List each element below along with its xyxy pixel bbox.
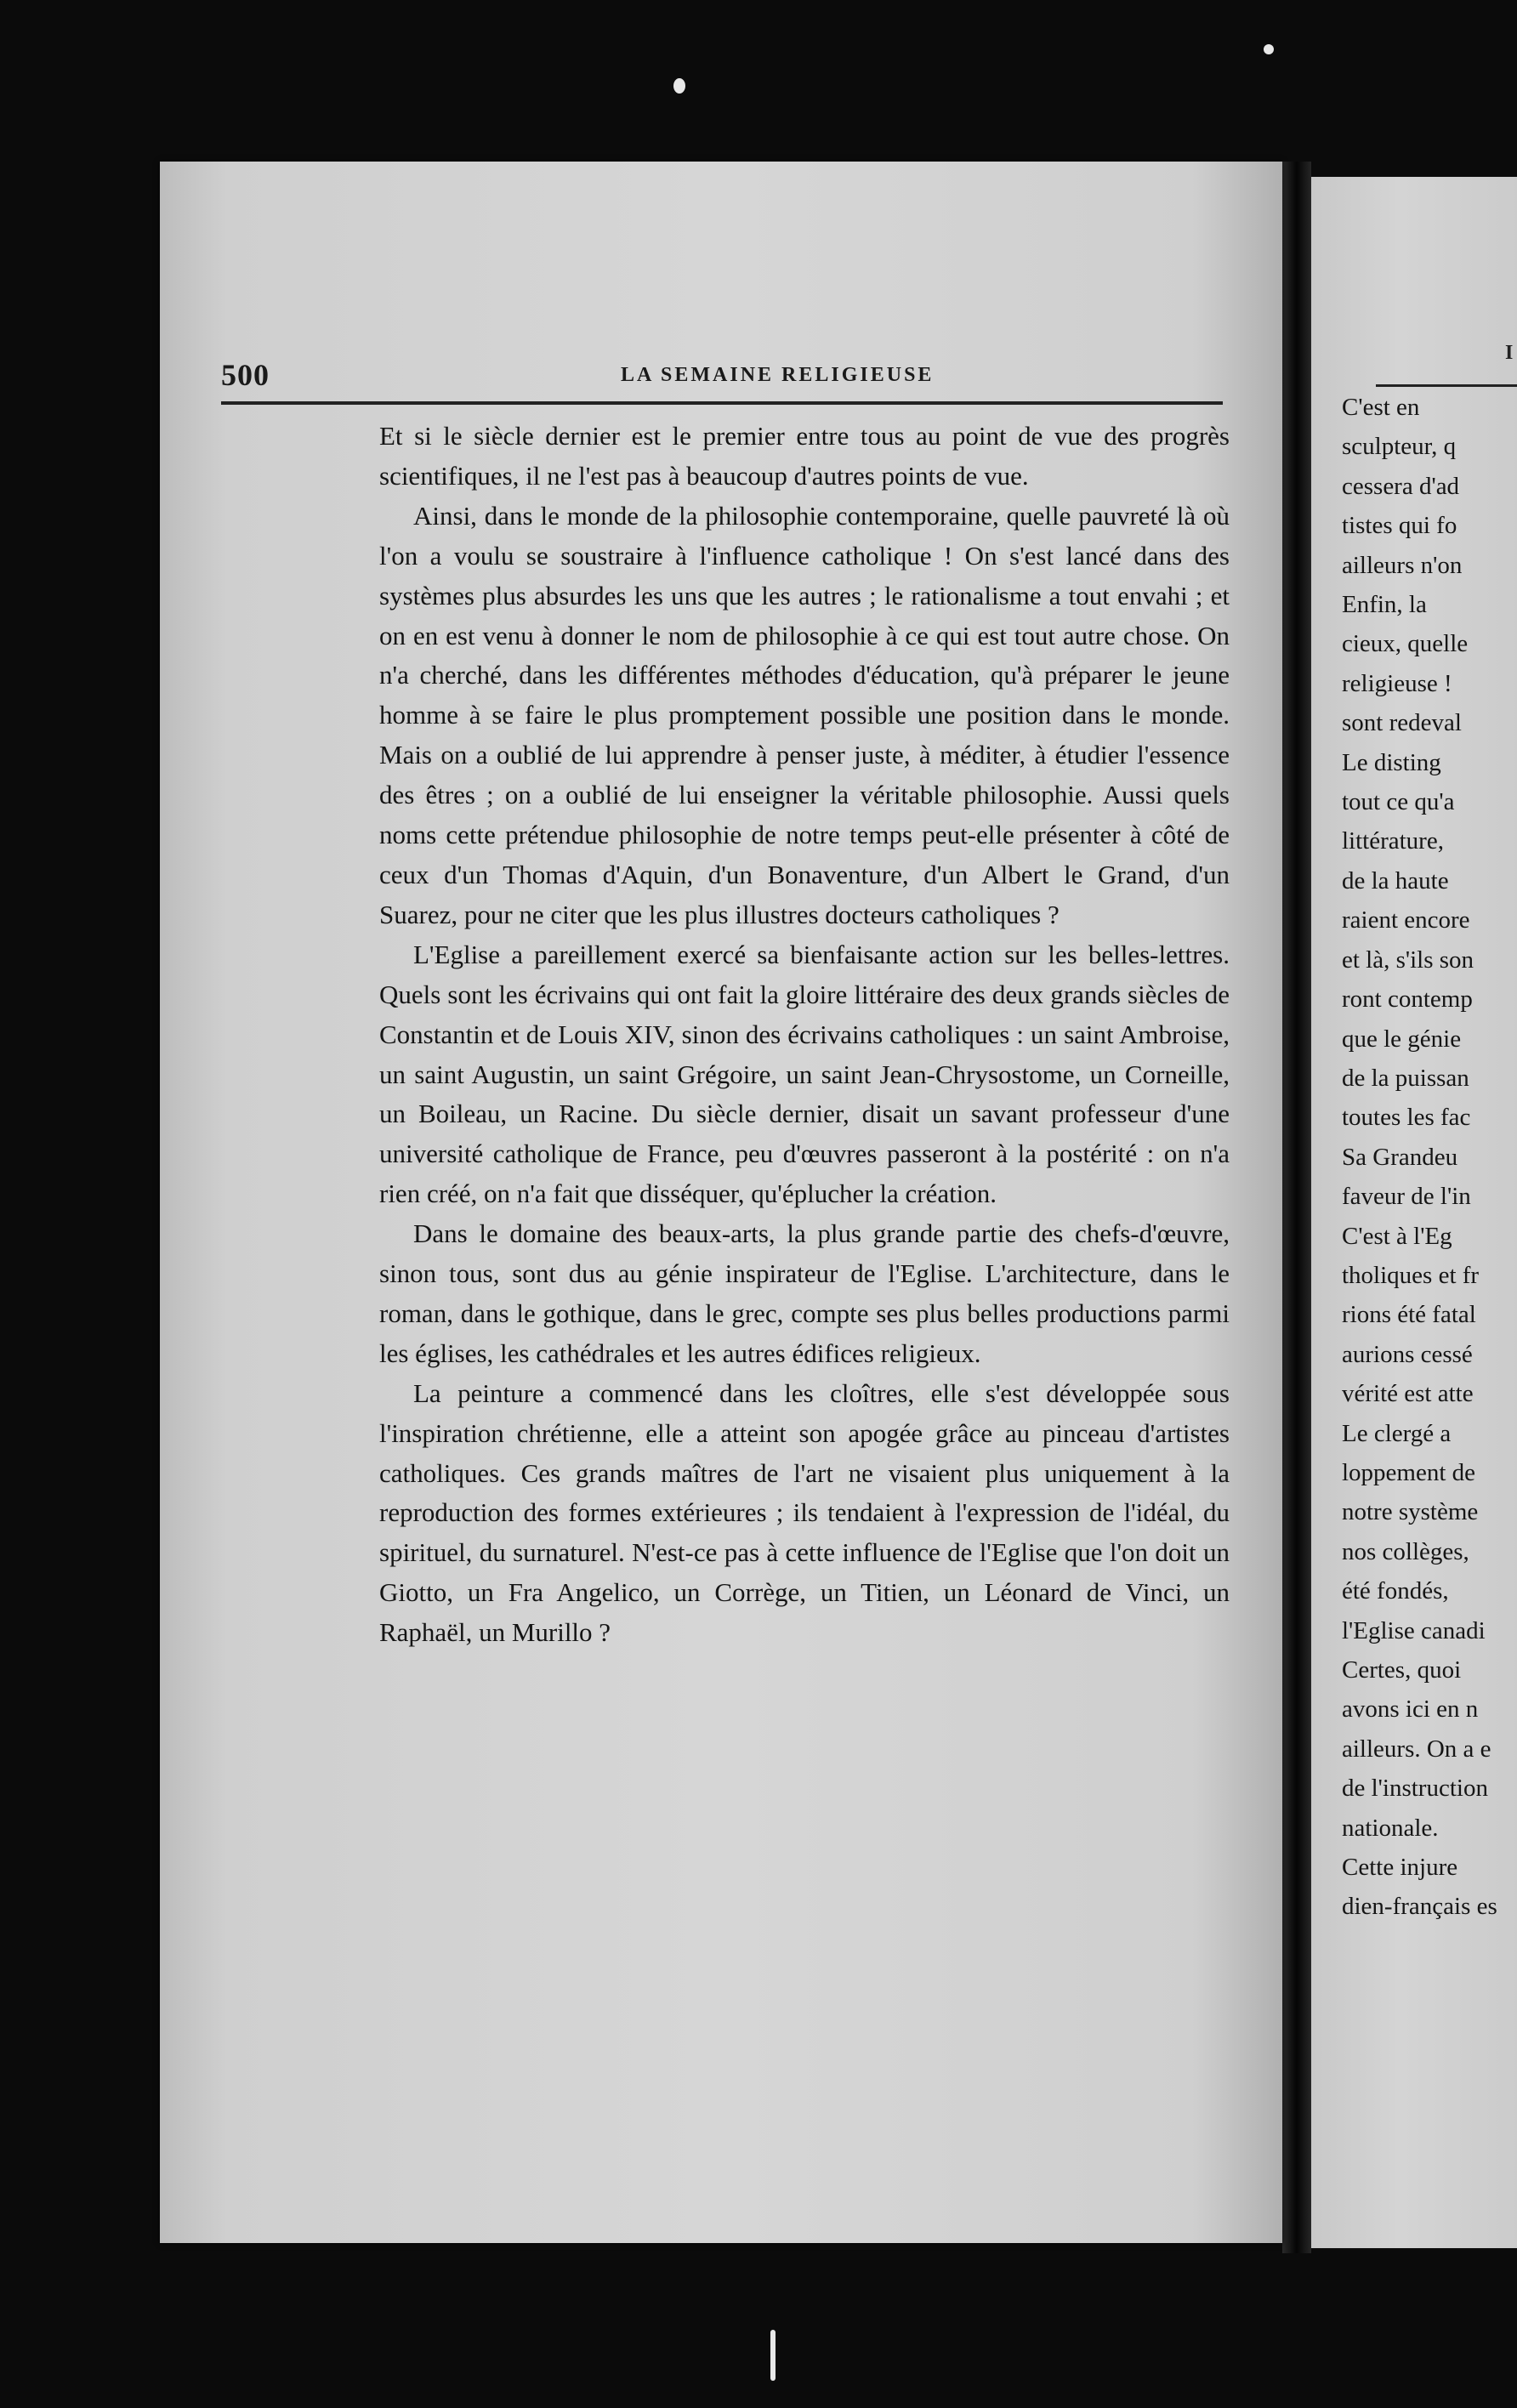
right-page-line: tholiques et fr bbox=[1342, 1261, 1480, 1289]
paragraph-5: La peinture a commencé dans les cloîtres, elle s'est développée sous l'inspiration chrétienne, elle a atteint son apogée grâce au pinceau d'artistes catholiques. Ces grands maîtres de l'art ne visaient plus uniquement à la reproduction des formes extérieures ; ils tendaient à l'expression de l'idéal, du spirituel, du surnaturel. N'est-ce pas à cette influence de l'Eglise que l'on doit un Giotto, un Fra Angelico, un Corrège, un Titien, un Léonard de Vinci, un Raphaël, un Murillo ? bbox=[379, 1377, 1230, 1648]
paragraph-3: L'Eglise a pareillement exercé sa bienfaisante action sur les belles-lettres. Quels sont les écrivains qui ont fait la gloire littéraire des deux grands siècles de Constantin et de Louis XIV, sinon des écrivains catholiques : un saint Ambroise, un saint Augustin, un saint Grégoire, un saint Jean-Chrysostome, un Corneille, un Boileau, un Racine. Du siècle dernier, disait un savant professeur d'une université catholique de France, peu d'œuvres passeront à la postérité : on n'a rien créé, on n'a fait que disséquer, qu'éplucher la création. bbox=[379, 939, 1230, 1209]
journal-title: LA SEMAINE RELIGIEUSE bbox=[621, 364, 935, 386]
right-page-line: notre système bbox=[1342, 1498, 1479, 1526]
right-page-line: religieuse ! bbox=[1342, 669, 1452, 697]
right-page-line: cessera d'ad bbox=[1342, 472, 1460, 500]
right-page-line: loppement de bbox=[1342, 1458, 1476, 1486]
header-rule bbox=[221, 401, 1223, 405]
right-page-header-rule bbox=[1376, 384, 1517, 387]
right-page-line: Enfin, la bbox=[1342, 591, 1427, 619]
right-page-line: Certes, quoi bbox=[1342, 1656, 1462, 1684]
right-page-line: nationale. bbox=[1342, 1814, 1439, 1842]
right-page-line: dien-français es bbox=[1342, 1893, 1497, 1921]
film-speck bbox=[770, 2330, 776, 2381]
right-page-line: rions été fatal bbox=[1342, 1301, 1476, 1329]
right-page-line: tout ce qu'a bbox=[1342, 788, 1455, 816]
right-page-line: ront contemp bbox=[1342, 985, 1473, 1014]
right-page-line: sont redeval bbox=[1342, 709, 1462, 737]
right-page-line: l'Eglise canadi bbox=[1342, 1616, 1486, 1644]
right-page-line: de l'instruction bbox=[1342, 1775, 1488, 1803]
right-page-line: littérature, bbox=[1342, 827, 1444, 855]
right-page-line: vérité est atte bbox=[1342, 1380, 1474, 1408]
right-page-line: de la puissan bbox=[1342, 1064, 1469, 1092]
right-page-text bbox=[1342, 388, 1512, 1927]
right-page-line: aurions cessé bbox=[1342, 1340, 1473, 1368]
right-page-line: faveur de l'in bbox=[1342, 1183, 1471, 1211]
right-page-line: C'est à l'Eg bbox=[1342, 1222, 1452, 1250]
running-head bbox=[221, 357, 1224, 396]
right-page-line: avons ici en n bbox=[1342, 1695, 1479, 1724]
right-page-line: C'est en bbox=[1342, 394, 1420, 421]
book-gutter bbox=[1282, 162, 1311, 2253]
right-page-line: ailleurs n'on bbox=[1342, 551, 1463, 579]
right-page-line: Sa Grandeu bbox=[1342, 1143, 1458, 1171]
film-speck bbox=[1264, 44, 1274, 54]
right-page-line: tistes qui fo bbox=[1342, 512, 1457, 540]
right-page-line: Le clergé a bbox=[1342, 1419, 1452, 1447]
article-body bbox=[379, 417, 1230, 1653]
right-page-line: nos collèges, bbox=[1342, 1537, 1469, 1565]
right-page-head-fragment: I bbox=[1505, 342, 1514, 364]
right-page-line: cieux, quelle bbox=[1342, 630, 1469, 658]
paragraph-4: Dans le domaine des beaux-arts, la plus grande partie des chefs-d'œuvre, sinon tous, sont dus au génie inspirateur de l'Eglise. L'architecture, dans le roman, dans le gothique, dans le grec, compte ses plus belles productions parmi les églises, les cathédrales et les autres édifices religieux. bbox=[379, 1218, 1230, 1368]
paragraph-1: Et si le siècle dernier est le premier entre tous au point de vue des progrès scientifiques, il ne l'est pas à beaucoup d'autres points de vue. bbox=[379, 421, 1230, 491]
right-page-line: ailleurs. On a e bbox=[1342, 1735, 1491, 1763]
right-page-line: de la haute bbox=[1342, 866, 1449, 894]
right-page-line: sculpteur, q bbox=[1342, 433, 1457, 461]
right-page-line: et là, s'ils son bbox=[1342, 946, 1474, 974]
film-speck bbox=[673, 78, 685, 94]
right-page-line: Le disting bbox=[1342, 748, 1441, 776]
right-page-line: Cette injure bbox=[1342, 1854, 1458, 1882]
page-number: 500 bbox=[221, 358, 270, 392]
right-page-line: raient encore bbox=[1342, 906, 1470, 934]
right-page-line: que le génie bbox=[1342, 1025, 1462, 1053]
right-page-line: toutes les fac bbox=[1342, 1104, 1471, 1132]
right-page-line: été fondés, bbox=[1342, 1577, 1449, 1605]
paragraph-2: Ainsi, dans le monde de la philosophie contemporaine, quelle pauvreté là où l'on a voulu se soustraire à l'influence catholique ! On s'est lancé dans des systèmes plus absurdes les uns que les autres ; le rationalisme a tout envahi ; et on en est venu à donner le nom de philosophie à ce qui est tout autre chose. On n'a cherché, dans les différentes méthodes d'éducation, qu'à préparer le jeune homme à se faire le plus promptement possible une position dans le monde. Mais on a oublié de lui apprendre à penser juste, à méditer, à étudier l'essence des êtres ; on a oublié de lui enseigner la véritable philosophie. Aussi quels noms cette prétendue philosophie de notre temps peut-elle présenter à côté de ceux d'un Thomas d'Aquin, d'un Bonaventure, d'un Albert le Grand, d'un Suarez, pour ne citer que les plus illustres docteurs catholiques ? bbox=[379, 500, 1230, 929]
